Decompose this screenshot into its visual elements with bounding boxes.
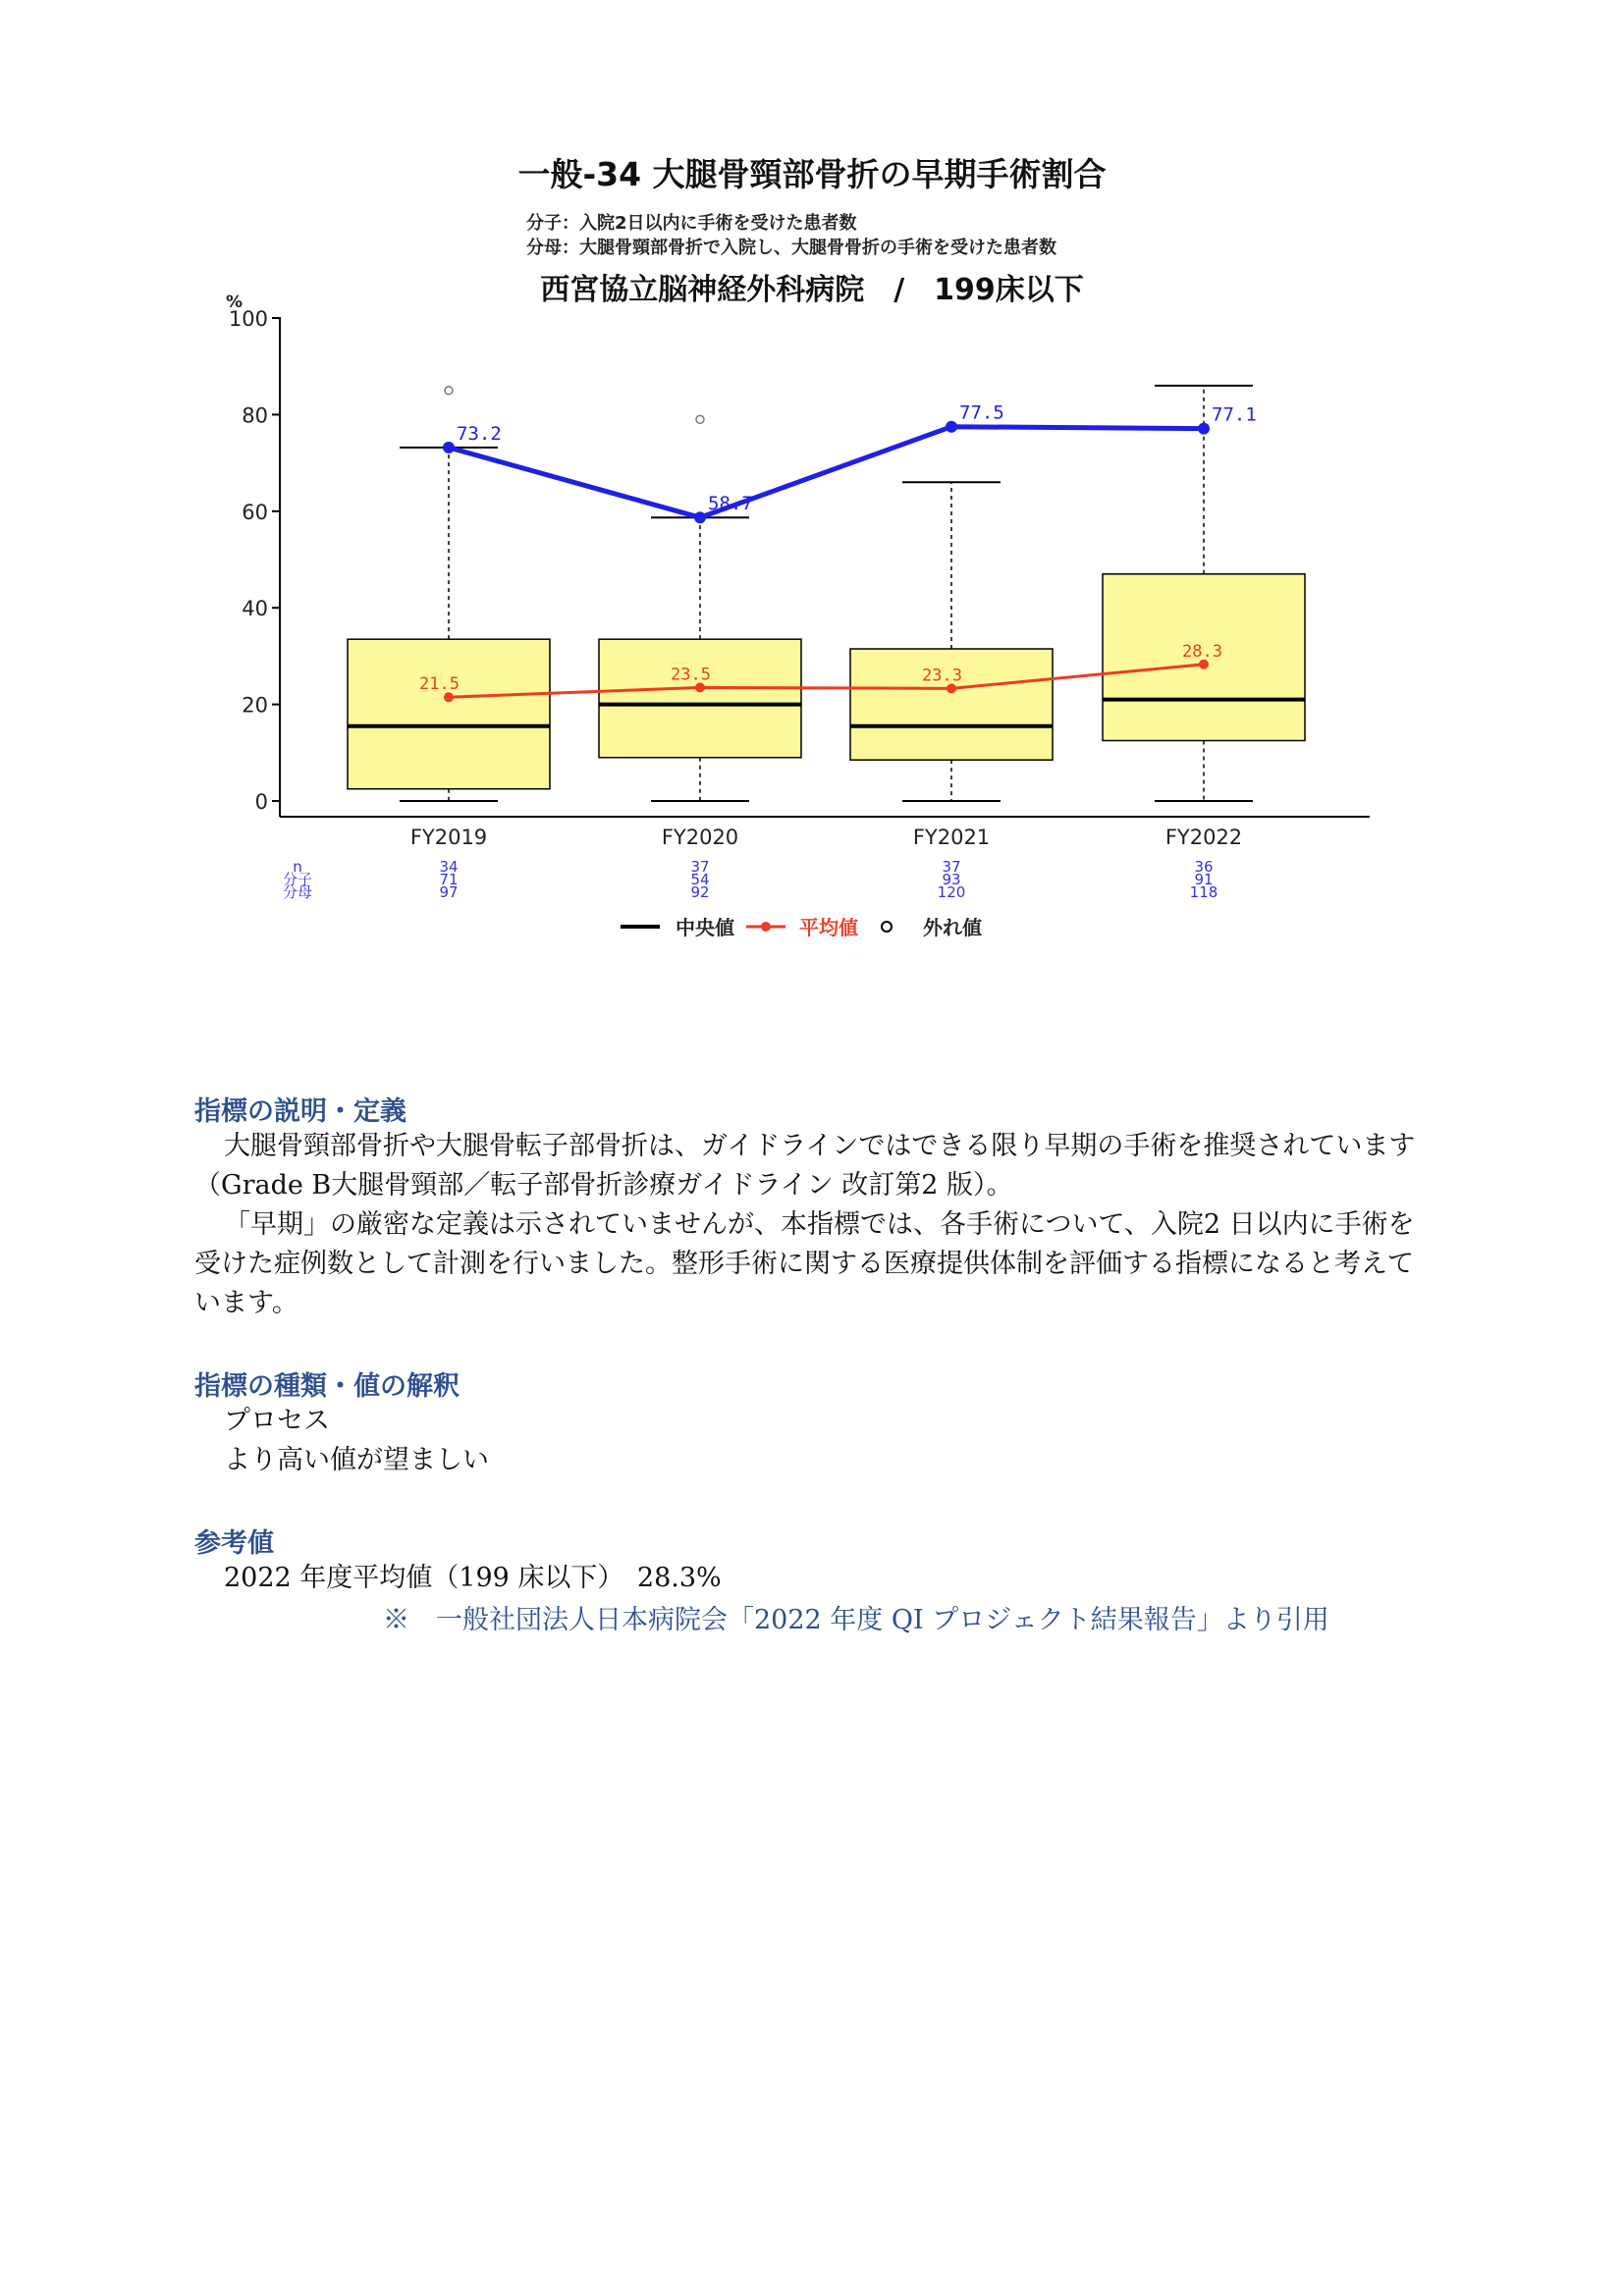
legend-median-label: 中央値 [676,916,734,939]
table-cell: 71 [439,871,459,888]
x-tick-label: FY2022 [1164,826,1243,849]
chart-title: 一般-34 大腿骨頸部骨折の早期手術割合 [517,155,1107,193]
denominator-definition: 分母：大腿骨頸部骨折で入院し、大腿骨骨折の手術を受けた患者数 [526,238,1056,258]
type-line-1: プロセス [224,1406,330,1436]
hospital-label: 77.1 [1212,403,1257,426]
hospital-point [1198,423,1210,435]
hospital-point [443,442,455,454]
y-tick-label: 100 [228,307,268,331]
reference-line: 2022 年度平均値（199 床以下） 28.3% [224,1563,722,1593]
type-text [194,1402,1422,1480]
y-tick-label: 20 [242,693,268,718]
table-cell: 97 [439,883,459,901]
definition-paragraph-1: 大腿骨頸部骨折や大腿骨転子部骨折は、ガイドラインではできる限り早期の手術を推奨されています（Grade B大腿骨頸部／転子部骨折診療ガイドライン 改訂第2 版）。 [194,1131,1416,1201]
table-cell: 120 [937,883,966,901]
mean-line [449,665,1204,697]
y-tick-label: 40 [242,597,268,621]
box-plot-chart [0,0,1624,982]
definition-paragraph-2: 「早期」の厳密な定義は示されていませんが、本指標では、各手術について、入院2 日以内に手術を受けた症例数として計測を行いました。整形手術に関する医療提供体制を評価する指標になると考えています。 [194,1209,1415,1318]
definition-heading: 指標の説明・定義 [194,1096,406,1127]
type-line-2: より高い値が望ましい [224,1445,489,1475]
definition-text [194,1127,1422,1323]
mean-label: 23.3 [922,666,962,686]
mean-label: 23.5 [671,665,711,685]
table-cell: 93 [942,871,961,888]
x-tick-label: FY2020 [661,826,739,849]
hospital-label: 58.7 [708,493,753,515]
table-cell: 91 [1194,871,1214,888]
hospital-label: 77.5 [959,401,1004,424]
mean-label: 21.5 [419,674,460,695]
table-cell: 54 [690,871,710,888]
table-cell: 36 [1194,858,1214,876]
x-tick-label: FY2021 [912,826,991,849]
table-row-label: 分母 [282,883,313,901]
x-tick-label: FY2019 [409,826,488,849]
table-cell: 118 [1189,883,1218,901]
legend-mean-marker [761,922,771,932]
outlier-point [696,415,704,423]
table-row-label: 分子 [282,871,313,888]
type-heading: 指標の種類・値の解釈 [194,1371,460,1402]
table-cell: 92 [690,883,710,901]
hospital-name: 西宮協立脳神経外科病院 / 199床以下 [540,273,1084,307]
hospital-point [946,421,957,433]
table-cell: 34 [439,858,459,876]
numerator-definition: 分子：入院2日以内に手術を受けた患者数 [526,213,857,234]
table-cell: 37 [690,858,710,876]
outlier-point [445,387,453,395]
table-row-label: n [293,858,302,876]
y-unit-label: % [226,293,244,312]
table-cell: 37 [942,858,961,876]
box-iqr [348,639,550,789]
hospital-point [694,511,706,523]
legend-outlier-label: 外れ値 [923,916,982,939]
box-iqr [599,639,801,758]
legend-outlier-marker [882,922,892,932]
y-tick-label: 60 [242,500,268,524]
hospital-label: 73.2 [457,422,502,445]
y-tick-label: 0 [254,790,268,814]
y-tick-label: 80 [242,403,268,428]
legend-mean-label: 平均値 [799,916,858,939]
reference-heading: 参考値 [194,1528,274,1559]
hospital-line [449,427,1204,517]
reference-note: ※ 一般社団法人日本病院会「2022 年度 QI プロジェクト結果報告」より引用 [383,1605,1329,1635]
mean-label: 28.3 [1182,641,1222,662]
reference-text [194,1559,1422,1598]
